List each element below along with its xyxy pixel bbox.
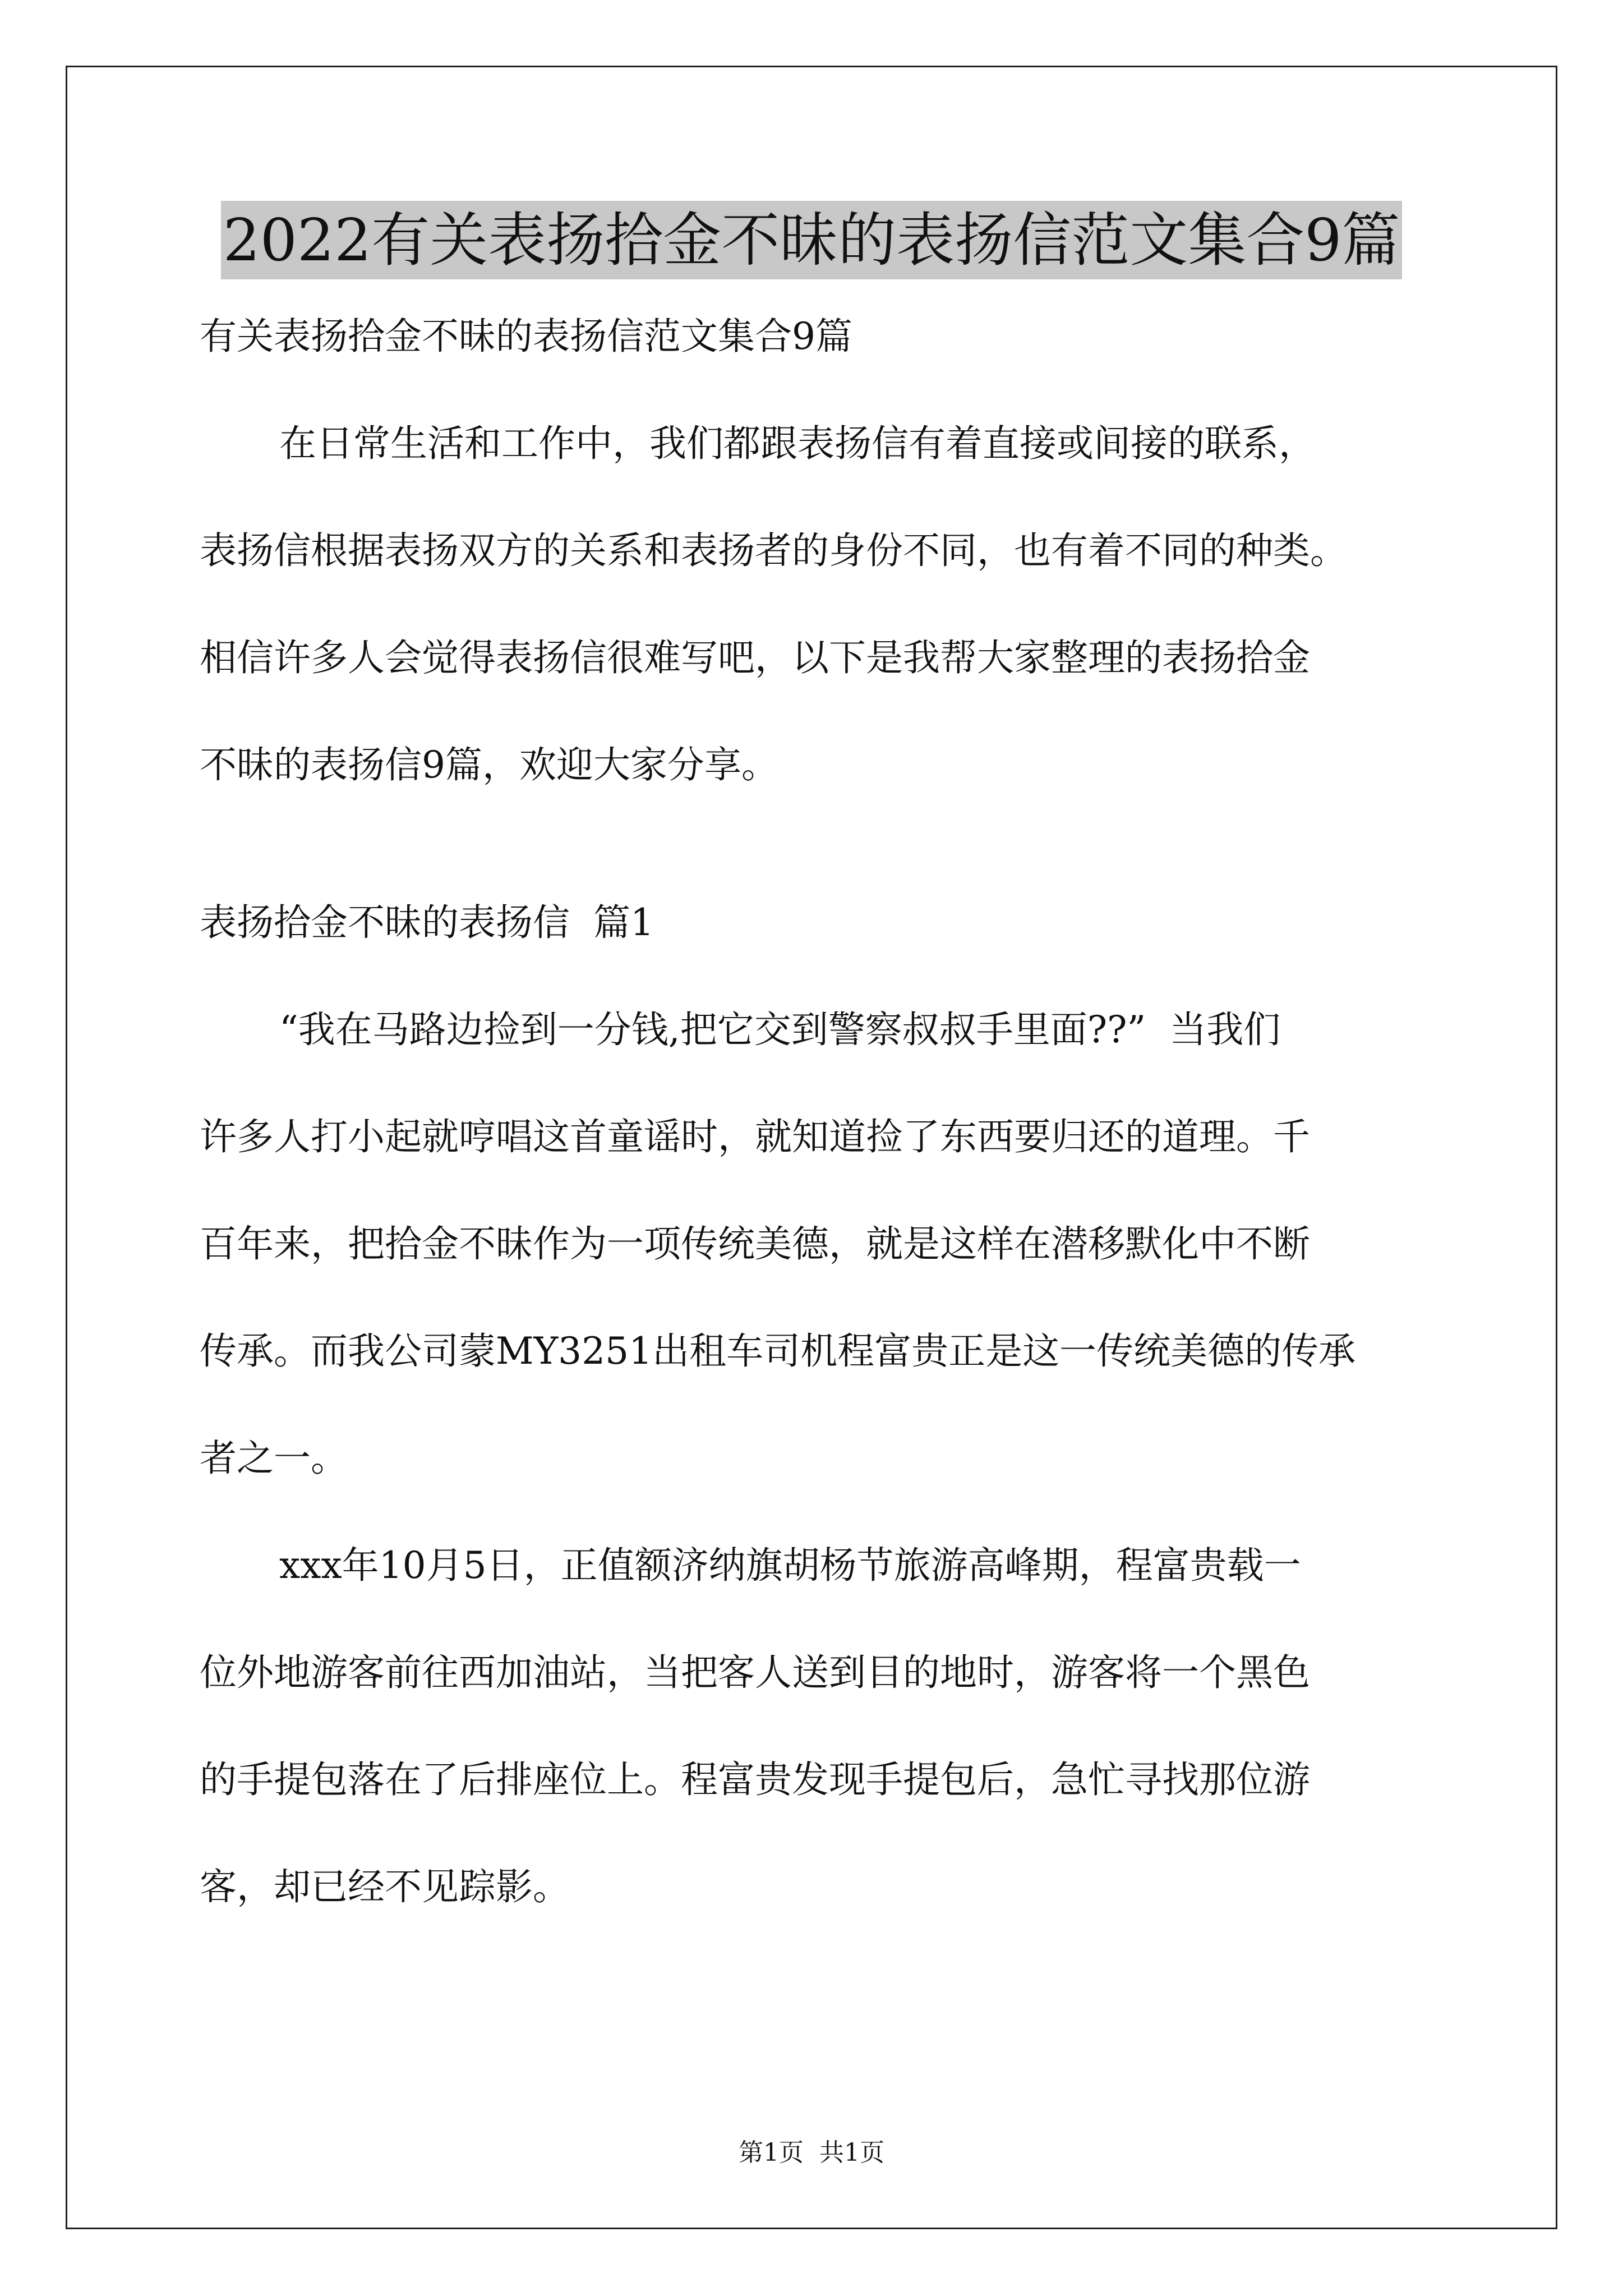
- intro-line: 不昧的表扬信9篇，欢迎大家分享。: [200, 743, 778, 786]
- title-container: [0, 201, 1623, 279]
- document-title: 2022有关表扬拾金不昧的表扬信范文集合9篇: [221, 201, 1403, 279]
- spacer: [200, 844, 1433, 895]
- paragraph-line: xxx年10月5日，正值额济纳旗胡杨节旅游高峰期，程富贵载一: [279, 1544, 1301, 1587]
- paragraph-line: 百年来，把拾金不昧作为一项传统美德，就是这样在潜移默化中不断: [200, 1222, 1310, 1266]
- intro-line: 表扬信根据表扬双方的关系和表扬者的身份不同，也有着不同的种类。: [200, 529, 1347, 572]
- intro-line: 在日常生活和工作中，我们都跟表扬信有着直接或间接的联系，: [279, 422, 1316, 465]
- intro-paragraph: [200, 416, 1433, 844]
- intro-line: 相信许多人会觉得表扬信很难写吧，以下是我帮大家整理的表扬拾金: [200, 636, 1310, 679]
- paragraph-line: “我在马路边捡到一分钱,把它交到警察叔叔手里面??” 当我们: [279, 1008, 1281, 1051]
- page-total: 共1页: [819, 2138, 884, 2167]
- document-subtitle: 有关表扬拾金不昧的表扬信范文集合9篇: [200, 315, 852, 358]
- body-paragraph-2: [200, 1538, 1433, 1966]
- paragraph-line: 传承。而我公司蒙MY3251出租车司机程富贵正是这一传统美德的传承: [200, 1329, 1356, 1373]
- paragraph-line: 者之一。: [200, 1437, 348, 1480]
- page-footer: [0, 2136, 1623, 2170]
- paragraph-line: 位外地游客前往西加油站，当把客人送到目的地时，游客将一个黑色: [200, 1651, 1310, 1694]
- body-paragraph-1: [200, 1002, 1433, 1538]
- paragraph-line: 许多人打小起就哼唱这首童谣时，就知道捡了东西要归还的道理。千: [200, 1115, 1310, 1158]
- paragraph-line: 客，却已经不见踪影。: [200, 1865, 570, 1908]
- page-number: 第1页: [739, 2138, 804, 2167]
- document-body: [200, 309, 1433, 1966]
- paragraph-line: 的手提包落在了后排座位上。程富贵发现手提包后，急忙寻找那位游: [200, 1758, 1310, 1801]
- section-heading: 表扬拾金不昧的表扬信 篇1: [200, 901, 654, 944]
